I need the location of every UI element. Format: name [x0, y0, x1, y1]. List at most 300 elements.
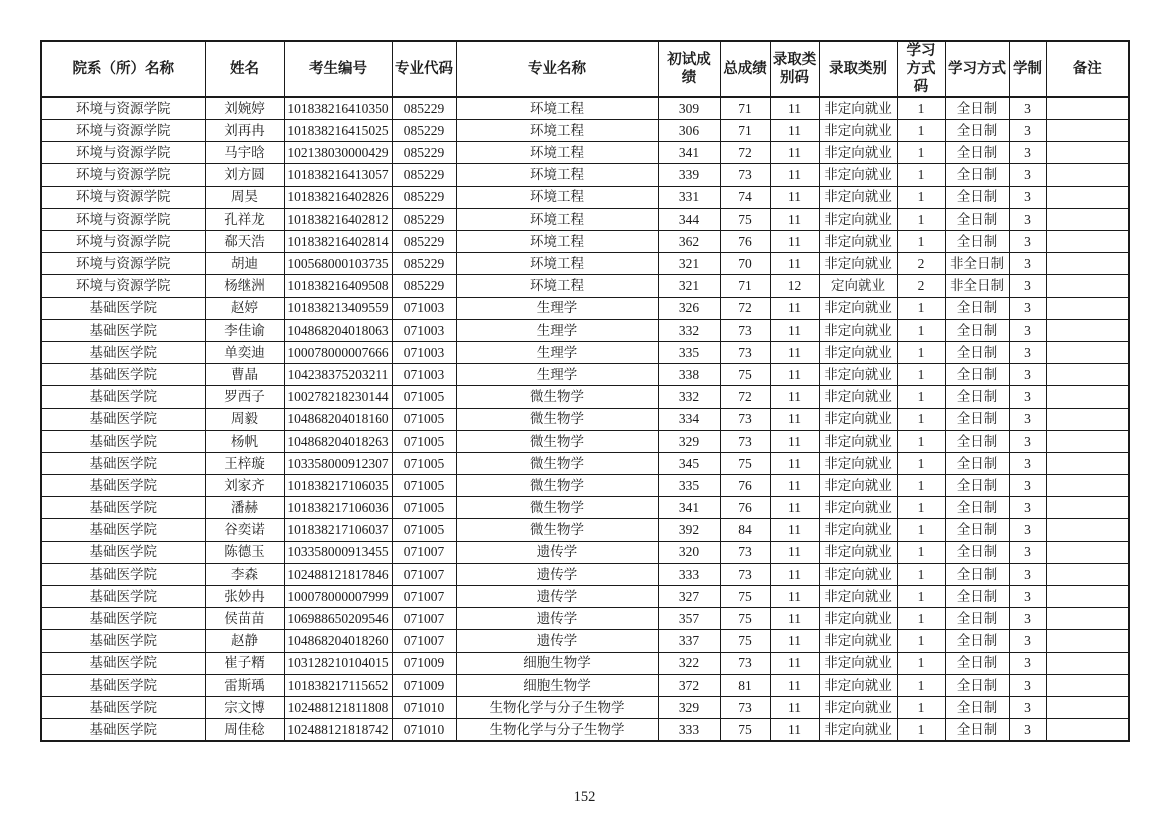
table-row — [41, 231, 1129, 253]
table-cell: 1 — [897, 674, 945, 696]
table-cell: 微生物学 — [456, 430, 658, 452]
table-cell: 1 — [897, 97, 945, 119]
table-cell: 杨继洲 — [205, 275, 284, 297]
table-cell: 非定向就业 — [819, 186, 897, 208]
table-cell: 非定向就业 — [819, 297, 897, 319]
table-cell: 环境与资源学院 — [41, 186, 205, 208]
table-cell: 338 — [658, 364, 720, 386]
table-cell: 定向就业 — [819, 275, 897, 297]
table-cell: 全日制 — [945, 430, 1009, 452]
table-cell: 071007 — [392, 563, 456, 585]
table-cell: 1 — [897, 408, 945, 430]
table-cell: 3 — [1009, 253, 1046, 275]
header-cell: 总成绩 — [720, 41, 770, 97]
table-cell — [1046, 497, 1129, 519]
table-cell: 罗西子 — [205, 386, 284, 408]
table-cell: 环境与资源学院 — [41, 164, 205, 186]
table-cell: 全日制 — [945, 563, 1009, 585]
table-cell: 基础医学院 — [41, 408, 205, 430]
table-cell: 11 — [770, 674, 819, 696]
table-cell: 全日制 — [945, 519, 1009, 541]
table-cell: 071005 — [392, 452, 456, 474]
table-cell: 基础医学院 — [41, 452, 205, 474]
table-cell: 微生物学 — [456, 497, 658, 519]
table-cell: 非定向就业 — [819, 652, 897, 674]
table-cell: 11 — [770, 97, 819, 119]
admission-list-table — [40, 40, 1130, 742]
table-cell: 085229 — [392, 208, 456, 230]
table-cell: 72 — [720, 297, 770, 319]
table-cell: 非定向就业 — [819, 208, 897, 230]
table-cell: 3 — [1009, 696, 1046, 718]
table-cell: 3 — [1009, 97, 1046, 119]
table-cell: 334 — [658, 408, 720, 430]
table-cell: 73 — [720, 652, 770, 674]
table-cell: 单奕迪 — [205, 341, 284, 363]
table-cell: 11 — [770, 652, 819, 674]
header-cell: 学习方式码 — [897, 41, 945, 97]
table-row — [41, 475, 1129, 497]
table-cell: 071010 — [392, 719, 456, 741]
table-cell: 非定向就业 — [819, 319, 897, 341]
table-cell: 75 — [720, 719, 770, 741]
table-cell: 遗传学 — [456, 630, 658, 652]
table-cell: 马宇晗 — [205, 142, 284, 164]
table-cell: 3 — [1009, 519, 1046, 541]
header-cell: 姓名 — [205, 41, 284, 97]
table-cell: 非定向就业 — [819, 97, 897, 119]
table-cell: 生理学 — [456, 341, 658, 363]
table-cell: 非定向就业 — [819, 696, 897, 718]
table-cell: 全日制 — [945, 142, 1009, 164]
table-cell: 101838217115652 — [284, 674, 392, 696]
header-cell: 专业名称 — [456, 41, 658, 97]
table-cell: 3 — [1009, 186, 1046, 208]
table-cell: 刘家齐 — [205, 475, 284, 497]
table-cell: 全日制 — [945, 608, 1009, 630]
table-cell — [1046, 719, 1129, 741]
table-cell: 102488121818742 — [284, 719, 392, 741]
table-cell: 1 — [897, 319, 945, 341]
table-cell: 73 — [720, 541, 770, 563]
table-cell: 王梓璇 — [205, 452, 284, 474]
table-cell: 全日制 — [945, 164, 1009, 186]
table-row — [41, 497, 1129, 519]
table-cell: 1 — [897, 696, 945, 718]
table-cell: 73 — [720, 430, 770, 452]
table-cell: 环境工程 — [456, 120, 658, 142]
table-cell: 环境工程 — [456, 275, 658, 297]
table-cell: 刘方圆 — [205, 164, 284, 186]
table-cell: 1 — [897, 497, 945, 519]
table-cell: 刘再冉 — [205, 120, 284, 142]
table-cell: 75 — [720, 586, 770, 608]
table-cell: 76 — [720, 231, 770, 253]
table-cell: 11 — [770, 608, 819, 630]
table-cell: 非定向就业 — [819, 519, 897, 541]
table-cell: 70 — [720, 253, 770, 275]
table-cell: 遗传学 — [456, 608, 658, 630]
table-cell: 基础医学院 — [41, 563, 205, 585]
table-cell: 11 — [770, 186, 819, 208]
table-cell: 全日制 — [945, 652, 1009, 674]
table-cell — [1046, 364, 1129, 386]
table-cell: 非定向就业 — [819, 253, 897, 275]
table-cell: 遗传学 — [456, 563, 658, 585]
table-cell: 71 — [720, 275, 770, 297]
table-cell: 环境工程 — [456, 253, 658, 275]
table-cell: 11 — [770, 408, 819, 430]
table-cell: 3 — [1009, 586, 1046, 608]
table-cell: 周毅 — [205, 408, 284, 430]
table-cell: 75 — [720, 364, 770, 386]
table-cell: 085229 — [392, 186, 456, 208]
table-cell: 生理学 — [456, 319, 658, 341]
page-number: 152 — [573, 789, 596, 805]
table-cell: 1 — [897, 341, 945, 363]
table-cell: 72 — [720, 386, 770, 408]
table-cell: 101838217106036 — [284, 497, 392, 519]
table-cell: 生理学 — [456, 364, 658, 386]
table-cell: 全日制 — [945, 341, 1009, 363]
table-cell: 071009 — [392, 652, 456, 674]
table-cell: 75 — [720, 208, 770, 230]
table-cell — [1046, 430, 1129, 452]
table-cell: 11 — [770, 719, 819, 741]
table-cell: 基础医学院 — [41, 608, 205, 630]
table-cell — [1046, 586, 1129, 608]
table-cell: 非定向就业 — [819, 475, 897, 497]
table-cell: 1 — [897, 652, 945, 674]
table-cell — [1046, 164, 1129, 186]
table-row — [41, 97, 1129, 119]
table-cell: 320 — [658, 541, 720, 563]
table-cell: 341 — [658, 142, 720, 164]
table-cell: 73 — [720, 563, 770, 585]
table-cell — [1046, 97, 1129, 119]
table-body — [41, 97, 1129, 740]
table-cell: 74 — [720, 186, 770, 208]
table-cell — [1046, 408, 1129, 430]
table-cell: 3 — [1009, 164, 1046, 186]
table-cell: 11 — [770, 563, 819, 585]
table-cell: 76 — [720, 475, 770, 497]
table-cell: 332 — [658, 319, 720, 341]
table-cell: 372 — [658, 674, 720, 696]
header-cell: 专业代码 — [392, 41, 456, 97]
table-cell: 100568000103735 — [284, 253, 392, 275]
table-cell: 非全日制 — [945, 275, 1009, 297]
table-cell: 11 — [770, 142, 819, 164]
table-cell: 071007 — [392, 586, 456, 608]
table-cell — [1046, 208, 1129, 230]
table-row — [41, 120, 1129, 142]
table-cell: 101838216402812 — [284, 208, 392, 230]
table-cell: 071003 — [392, 364, 456, 386]
table-cell: 103358000912307 — [284, 452, 392, 474]
table-cell: 2 — [897, 275, 945, 297]
table-cell — [1046, 652, 1129, 674]
table-cell: 赵婷 — [205, 297, 284, 319]
table-cell: 11 — [770, 120, 819, 142]
table-cell: 75 — [720, 452, 770, 474]
header-cell: 学制 — [1009, 41, 1046, 97]
table-cell: 3 — [1009, 386, 1046, 408]
table-row — [41, 341, 1129, 363]
table-cell: 胡迪 — [205, 253, 284, 275]
table-cell: 101838216409508 — [284, 275, 392, 297]
table-cell: 非定向就业 — [819, 608, 897, 630]
table-cell: 11 — [770, 497, 819, 519]
table-cell — [1046, 630, 1129, 652]
table-cell: 339 — [658, 164, 720, 186]
table-cell: 张妙冉 — [205, 586, 284, 608]
table-cell: 071010 — [392, 696, 456, 718]
table-cell: 335 — [658, 475, 720, 497]
table-cell — [1046, 386, 1129, 408]
table-cell: 75 — [720, 630, 770, 652]
table-cell: 11 — [770, 253, 819, 275]
table-cell: 11 — [770, 386, 819, 408]
table-cell: 全日制 — [945, 475, 1009, 497]
table-cell: 3 — [1009, 652, 1046, 674]
table-cell — [1046, 519, 1129, 541]
table-row — [41, 519, 1129, 541]
table-cell: 11 — [770, 341, 819, 363]
header-cell: 学习方式 — [945, 41, 1009, 97]
table-cell: 全日制 — [945, 97, 1009, 119]
table-cell: 3 — [1009, 364, 1046, 386]
table-row — [41, 430, 1129, 452]
table-cell: 基础医学院 — [41, 319, 205, 341]
table-cell — [1046, 253, 1129, 275]
table-cell — [1046, 297, 1129, 319]
table-cell: 细胞生物学 — [456, 674, 658, 696]
table-cell: 101838216415025 — [284, 120, 392, 142]
table-cell: 085229 — [392, 142, 456, 164]
table-cell: 11 — [770, 630, 819, 652]
table-cell: 基础医学院 — [41, 630, 205, 652]
table-row — [41, 608, 1129, 630]
table-cell: 102138030000429 — [284, 142, 392, 164]
table-cell: 101838217106037 — [284, 519, 392, 541]
table-cell: 306 — [658, 120, 720, 142]
table-cell: 环境与资源学院 — [41, 275, 205, 297]
table-cell: 11 — [770, 319, 819, 341]
table-cell: 环境工程 — [456, 164, 658, 186]
table-cell: 1 — [897, 430, 945, 452]
table-cell: 345 — [658, 452, 720, 474]
table-cell: 101838217106035 — [284, 475, 392, 497]
table-cell: 全日制 — [945, 408, 1009, 430]
table-cell: 崔子糈 — [205, 652, 284, 674]
table-cell — [1046, 563, 1129, 585]
table-cell: 11 — [770, 519, 819, 541]
table-cell: 11 — [770, 430, 819, 452]
table-cell: 71 — [720, 120, 770, 142]
table-cell: 基础医学院 — [41, 386, 205, 408]
table-cell: 基础医学院 — [41, 475, 205, 497]
table-cell — [1046, 674, 1129, 696]
table-cell: 环境与资源学院 — [41, 97, 205, 119]
table-cell: 321 — [658, 275, 720, 297]
table-cell: 生理学 — [456, 297, 658, 319]
table-cell: 11 — [770, 586, 819, 608]
table-cell: 非定向就业 — [819, 563, 897, 585]
table-cell: 3 — [1009, 563, 1046, 585]
header-cell: 录取类别码 — [770, 41, 819, 97]
table-cell — [1046, 452, 1129, 474]
table-cell: 101838213409559 — [284, 297, 392, 319]
table-cell: 101838216413057 — [284, 164, 392, 186]
table-cell: 非定向就业 — [819, 586, 897, 608]
table-cell: 1 — [897, 208, 945, 230]
table-cell: 环境与资源学院 — [41, 253, 205, 275]
table-cell: 72 — [720, 142, 770, 164]
table-cell: 76 — [720, 497, 770, 519]
table-cell: 3 — [1009, 475, 1046, 497]
table-cell: 曹晶 — [205, 364, 284, 386]
table-cell: 104238375203211 — [284, 364, 392, 386]
header-cell: 院系（所）名称 — [41, 41, 205, 97]
table-cell: 104868204018260 — [284, 630, 392, 652]
table-cell: 1 — [897, 630, 945, 652]
table-cell: 101838216402826 — [284, 186, 392, 208]
table-cell: 微生物学 — [456, 386, 658, 408]
table-cell: 1 — [897, 519, 945, 541]
table-cell: 3 — [1009, 430, 1046, 452]
table-row — [41, 319, 1129, 341]
table-cell: 104868204018263 — [284, 430, 392, 452]
table-cell: 微生物学 — [456, 408, 658, 430]
table-cell: 1 — [897, 452, 945, 474]
table-cell: 全日制 — [945, 452, 1009, 474]
table-cell: 环境工程 — [456, 208, 658, 230]
table-cell: 全日制 — [945, 386, 1009, 408]
table-cell: 11 — [770, 208, 819, 230]
table-cell: 非定向就业 — [819, 231, 897, 253]
table-row — [41, 652, 1129, 674]
table-cell — [1046, 541, 1129, 563]
table-cell: 遗传学 — [456, 541, 658, 563]
table-cell: 327 — [658, 586, 720, 608]
table-cell: 非定向就业 — [819, 386, 897, 408]
table-cell: 085229 — [392, 97, 456, 119]
table-row — [41, 696, 1129, 718]
table-cell: 3 — [1009, 319, 1046, 341]
table-cell: 郗天浩 — [205, 231, 284, 253]
table-cell: 335 — [658, 341, 720, 363]
table-cell: 微生物学 — [456, 475, 658, 497]
table-cell: 357 — [658, 608, 720, 630]
table-cell: 环境工程 — [456, 186, 658, 208]
table-row — [41, 275, 1129, 297]
table-cell: 071005 — [392, 408, 456, 430]
table-cell: 071007 — [392, 608, 456, 630]
table-cell: 1 — [897, 364, 945, 386]
table-header-row — [41, 41, 1129, 97]
table-cell: 1 — [897, 608, 945, 630]
table-cell: 非定向就业 — [819, 430, 897, 452]
table-row — [41, 208, 1129, 230]
table-cell: 全日制 — [945, 674, 1009, 696]
table-row — [41, 563, 1129, 585]
table-cell: 非定向就业 — [819, 142, 897, 164]
table-cell: 344 — [658, 208, 720, 230]
table-cell: 潘赫 — [205, 497, 284, 519]
table-cell: 基础医学院 — [41, 674, 205, 696]
table-cell: 3 — [1009, 297, 1046, 319]
table-cell: 071003 — [392, 297, 456, 319]
table-cell: 3 — [1009, 608, 1046, 630]
table-cell: 1 — [897, 386, 945, 408]
table-cell: 非全日制 — [945, 253, 1009, 275]
table-cell: 085229 — [392, 164, 456, 186]
table-cell: 321 — [658, 253, 720, 275]
table-cell: 329 — [658, 696, 720, 718]
table-cell: 071005 — [392, 430, 456, 452]
table-row — [41, 674, 1129, 696]
table-cell: 104868204018063 — [284, 319, 392, 341]
table-cell: 3 — [1009, 630, 1046, 652]
table-cell: 2 — [897, 253, 945, 275]
table-cell: 刘婉婷 — [205, 97, 284, 119]
table-cell: 环境与资源学院 — [41, 120, 205, 142]
table-cell: 1 — [897, 142, 945, 164]
table-cell: 085229 — [392, 275, 456, 297]
table-cell: 生物化学与分子生物学 — [456, 719, 658, 741]
table-cell: 侯苗苗 — [205, 608, 284, 630]
table-cell: 环境与资源学院 — [41, 208, 205, 230]
table-cell: 103358000913455 — [284, 541, 392, 563]
table-row — [41, 630, 1129, 652]
table-cell: 362 — [658, 231, 720, 253]
table-cell: 非定向就业 — [819, 497, 897, 519]
table-row — [41, 386, 1129, 408]
table-cell: 12 — [770, 275, 819, 297]
table-cell: 071005 — [392, 475, 456, 497]
table-cell — [1046, 696, 1129, 718]
table-cell: 73 — [720, 408, 770, 430]
table-cell: 071007 — [392, 541, 456, 563]
table-cell: 环境工程 — [456, 142, 658, 164]
table-cell: 100278218230144 — [284, 386, 392, 408]
table-cell: 基础医学院 — [41, 297, 205, 319]
table-cell: 全日制 — [945, 630, 1009, 652]
table-cell: 周佳稔 — [205, 719, 284, 741]
table-cell: 11 — [770, 297, 819, 319]
table-cell: 基础医学院 — [41, 364, 205, 386]
table-cell: 全日制 — [945, 297, 1009, 319]
table-cell — [1046, 608, 1129, 630]
table-cell: 71 — [720, 97, 770, 119]
table-cell: 基础医学院 — [41, 541, 205, 563]
table-cell: 085229 — [392, 120, 456, 142]
table-cell: 11 — [770, 475, 819, 497]
table-cell: 1 — [897, 120, 945, 142]
table-row — [41, 408, 1129, 430]
table-cell: 基础医学院 — [41, 497, 205, 519]
table-row — [41, 253, 1129, 275]
table-cell: 全日制 — [945, 497, 1009, 519]
table-cell: 全日制 — [945, 231, 1009, 253]
table-cell: 李佳谕 — [205, 319, 284, 341]
table-row — [41, 186, 1129, 208]
table-cell: 085229 — [392, 253, 456, 275]
table-row — [41, 586, 1129, 608]
table-cell: 微生物学 — [456, 452, 658, 474]
table-cell: 3 — [1009, 208, 1046, 230]
